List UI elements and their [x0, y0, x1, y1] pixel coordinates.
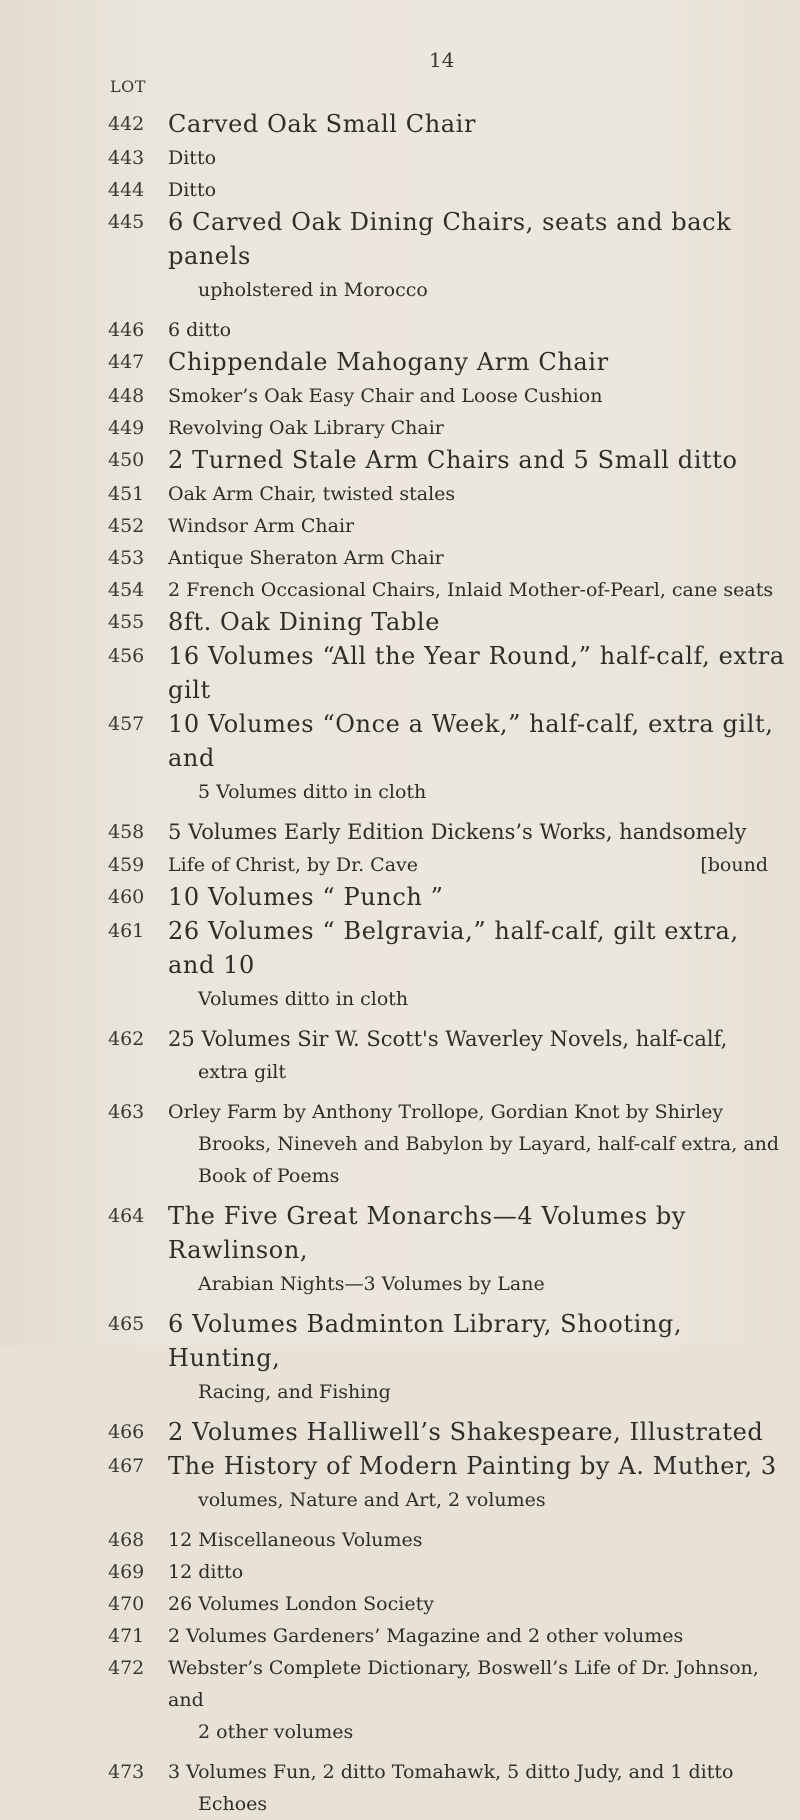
- lot-number: 454: [108, 579, 145, 601]
- lot-row: [0, 1620, 800, 1652]
- lot-description-continuation: Book of Poems: [198, 1165, 340, 1187]
- row-spacer: [0, 1748, 800, 1756]
- lot-number: 459: [108, 854, 145, 876]
- lot-number: 465: [108, 1313, 145, 1335]
- lot-number: 463: [108, 1101, 145, 1123]
- lot-description: [168, 708, 788, 808]
- lot-description-line: The History of Modern Painting by A. Muther, 3: [168, 1452, 777, 1480]
- lot-row: [0, 708, 800, 808]
- lot-row: [0, 1756, 800, 1820]
- lot-description: [168, 1756, 788, 1820]
- lot-description-line: Oak Arm Chair, twisted stales: [168, 483, 456, 505]
- lot-description: [168, 640, 788, 708]
- lot-row: [0, 206, 800, 306]
- lot-description: [168, 849, 788, 881]
- lot-row: [0, 314, 800, 346]
- lot-description-continuation: upholstered in Morocco: [198, 279, 428, 301]
- lot-description-continuation: Brooks, Nineveh and Babylon by Layard, half-calf extra, and: [198, 1133, 780, 1155]
- lot-row: [0, 346, 800, 380]
- row-spacer: [0, 1516, 800, 1524]
- lot-description-line: Ditto: [168, 179, 217, 201]
- lot-description: [168, 412, 788, 444]
- lot-row: [0, 640, 800, 708]
- lot-description-continuation: Volumes ditto in cloth: [198, 988, 409, 1010]
- lot-description-line: 2 French Occasional Chairs, Inlaid Mother-of-Pearl, cane seats: [168, 579, 774, 601]
- lot-description: [168, 1023, 788, 1088]
- lot-row: [0, 542, 800, 574]
- lot-description: [168, 174, 788, 206]
- lot-number: 457: [108, 713, 145, 735]
- lot-description: [168, 1308, 788, 1408]
- lot-description: [168, 1200, 788, 1300]
- lot-number: 469: [108, 1561, 145, 1583]
- lot-row: [0, 849, 800, 881]
- lot-number: 458: [108, 821, 145, 843]
- lot-description-continuation: 2 other volumes: [198, 1721, 354, 1743]
- page-number: 14: [429, 48, 455, 72]
- lot-number: 455: [108, 611, 145, 633]
- lot-row: [0, 574, 800, 606]
- row-spacer: [0, 1192, 800, 1200]
- lot-row: [0, 444, 800, 478]
- lot-description: [168, 1556, 788, 1588]
- lot-row: [0, 1450, 800, 1516]
- lot-number: 462: [108, 1028, 145, 1050]
- lot-description-continuation: Arabian Nights—3 Volumes by Lane: [198, 1273, 545, 1295]
- lot-description: [168, 478, 788, 510]
- lot-description-line: 2 Volumes Halliwell’s Shakespeare, Illustrated: [168, 1418, 764, 1446]
- lot-number: 460: [108, 886, 145, 908]
- lot-description-continuation: Echoes: [198, 1793, 268, 1815]
- lot-row: [0, 1096, 800, 1192]
- lot-description-line: 26 Volumes “ Belgravia,” half-calf, gilt extra, and 10: [168, 917, 739, 979]
- lot-description: [168, 108, 788, 142]
- lot-row: [0, 1556, 800, 1588]
- lot-description: [168, 816, 788, 849]
- lot-list: [0, 108, 800, 1820]
- lot-row: [0, 816, 800, 849]
- lot-row: [0, 380, 800, 412]
- lot-description-line: 6 Carved Oak Dining Chairs, seats and back panels: [168, 208, 732, 270]
- lot-number: 447: [108, 351, 145, 373]
- row-spacer: [0, 306, 800, 314]
- lot-description-line: Ditto: [168, 147, 217, 169]
- lot-description: [168, 1096, 788, 1192]
- lot-description-line: 16 Volumes “All the Year Round,” half-calf, extra gilt: [168, 642, 785, 704]
- lot-number: 470: [108, 1593, 145, 1615]
- lot-row: [0, 1416, 800, 1450]
- lot-description-line: 12 ditto: [168, 1561, 244, 1583]
- lot-description: [168, 1620, 788, 1652]
- lot-description-line: 2 Turned Stale Arm Chairs and 5 Small ditto: [168, 446, 738, 474]
- lot-description-line: 6 ditto: [168, 319, 232, 341]
- lot-description-continuation: volumes, Nature and Art, 2 volumes: [198, 1489, 546, 1511]
- lot-number: 446: [108, 319, 145, 341]
- lot-description: [168, 1416, 788, 1450]
- lot-description-line: 8ft. Oak Dining Table: [168, 608, 441, 636]
- lot-description-line: Chippendale Mahogany Arm Chair: [168, 348, 609, 376]
- lot-row: [0, 510, 800, 542]
- lot-number: 471: [108, 1625, 145, 1647]
- lot-description: [168, 1524, 788, 1556]
- lot-row: [0, 606, 800, 640]
- lot-description: [168, 915, 788, 1015]
- lot-description-continuation: 5 Volumes ditto in cloth: [198, 781, 427, 803]
- lot-description: [168, 380, 788, 412]
- row-spacer: [0, 1015, 800, 1023]
- lot-description-line: 25 Volumes Sir W. Scott's Waverley Novels, half-calf,: [168, 1027, 728, 1051]
- lot-number: 467: [108, 1455, 145, 1477]
- lot-number: 443: [108, 147, 145, 169]
- lot-description-line: The Five Great Monarchs—4 Volumes by Rawlinson,: [168, 1202, 686, 1264]
- lot-row: [0, 1652, 800, 1748]
- lot-description: [168, 444, 788, 478]
- lot-description-line: Carved Oak Small Chair: [168, 110, 477, 138]
- lot-number: 444: [108, 179, 145, 201]
- lot-description: [168, 142, 788, 174]
- lot-description-line: 6 Volumes Badminton Library, Shooting, Hunting,: [168, 1310, 683, 1372]
- lot-description-line: 3 Volumes Fun, 2 ditto Tomahawk, 5 ditto Judy, and 1 ditto: [168, 1761, 734, 1783]
- lot-description: [168, 1652, 788, 1748]
- row-spacer: [0, 1408, 800, 1416]
- lot-number: 464: [108, 1205, 145, 1227]
- lot-description: [168, 1588, 788, 1620]
- lot-number: 451: [108, 483, 145, 505]
- lot-row: [0, 142, 800, 174]
- lot-row: [0, 174, 800, 206]
- lot-description-continuation: extra gilt: [198, 1061, 286, 1083]
- lot-number: 466: [108, 1421, 145, 1443]
- lot-description: [168, 1450, 788, 1516]
- lot-description: [168, 574, 788, 606]
- lot-description-line: 10 Volumes “Once a Week,” half-calf, extra gilt, and: [168, 710, 774, 772]
- lot-row: [0, 881, 800, 915]
- lot-row: [0, 108, 800, 142]
- lot-description-line: 26 Volumes London Society: [168, 1593, 434, 1615]
- lot-number: 456: [108, 645, 145, 667]
- lot-description: [168, 346, 788, 380]
- lot-row: [0, 412, 800, 444]
- lot-number: 452: [108, 515, 145, 537]
- lot-number: 468: [108, 1529, 145, 1551]
- lot-description-line: Antique Sheraton Arm Chair: [168, 547, 444, 569]
- lot-row: [0, 1524, 800, 1556]
- lot-description-line: Orley Farm by Anthony Trollope, Gordian Knot by Shirley: [168, 1101, 724, 1123]
- lot-description: [168, 206, 788, 306]
- lot-description-line: Windsor Arm Chair: [168, 515, 355, 537]
- lot-description-line: Smoker’s Oak Easy Chair and Loose Cushion: [168, 385, 603, 407]
- lot-number: 473: [108, 1761, 145, 1783]
- row-spacer: [0, 1088, 800, 1096]
- lot-row: [0, 1588, 800, 1620]
- lot-description-line: 12 Miscellaneous Volumes: [168, 1529, 423, 1551]
- lot-description-line: Life of Christ, by Dr. Cave: [168, 854, 419, 876]
- row-spacer: [0, 808, 800, 816]
- lot-description-line: 2 Volumes Gardeners’ Magazine and 2 other volumes: [168, 1625, 684, 1647]
- lot-description: [168, 510, 788, 542]
- lot-column-header: LOT: [110, 77, 146, 96]
- lot-row: [0, 478, 800, 510]
- lot-row: [0, 1308, 800, 1408]
- lot-description-line: 5 Volumes Early Edition Dickens’s Works, handsomely: [168, 820, 747, 844]
- lot-number: 448: [108, 385, 145, 407]
- lot-number: 449: [108, 417, 145, 439]
- lot-description: [168, 542, 788, 574]
- lot-description: [168, 606, 788, 640]
- lot-description-line: Revolving Oak Library Chair: [168, 417, 444, 439]
- lot-row: [0, 1200, 800, 1300]
- lot-number: 461: [108, 920, 145, 942]
- row-spacer: [0, 1300, 800, 1308]
- lot-number: 472: [108, 1657, 145, 1679]
- lot-description-line: 10 Volumes “ Punch ”: [168, 883, 444, 911]
- lot-description-carryover: [bound: [700, 854, 768, 876]
- lot-row: [0, 915, 800, 1015]
- lot-number: 453: [108, 547, 145, 569]
- lot-row: [0, 1023, 800, 1088]
- lot-number: 442: [108, 113, 145, 135]
- lot-description: [168, 314, 788, 346]
- lot-description-continuation: Racing, and Fishing: [198, 1381, 391, 1403]
- lot-number: 445: [108, 211, 145, 233]
- lot-number: 450: [108, 449, 145, 471]
- lot-description: [168, 881, 788, 915]
- lot-description-line: Webster’s Complete Dictionary, Boswell’s Life of Dr. Johnson, and: [168, 1657, 759, 1711]
